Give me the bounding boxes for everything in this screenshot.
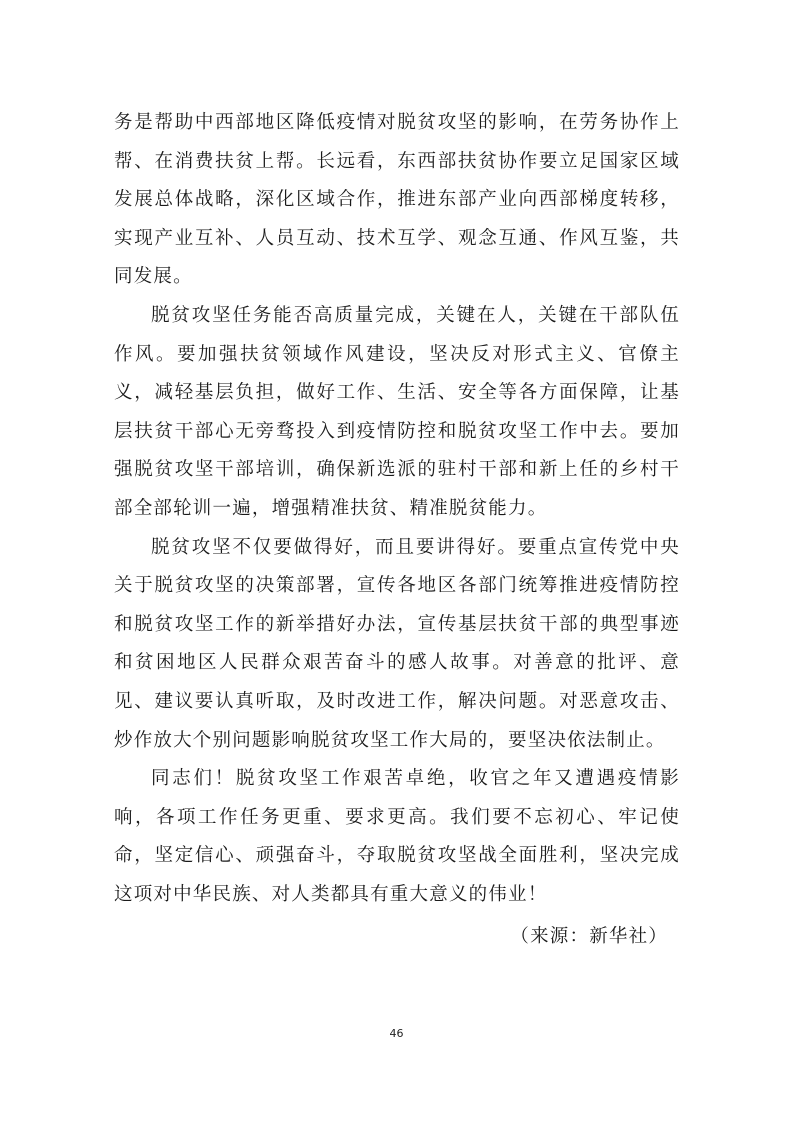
source-attribution: （来源：新华社）: [510, 926, 668, 948]
document-body: [114, 104, 680, 957]
page-number: 46: [389, 1027, 404, 1040]
paragraph-continued: 务是帮助中西部地区降低疫情对脱贫攻坚的影响，在劳务协作上帮、在消费扶贫上帮。长远看，东西部扶贫协作要立足国家区域发展总体战略，深化区域合作，推进东部产业向西部梯度转移，实现产业互补、人员互动、技术互学、观念互通、作风互鉴，共同发展。: [114, 112, 680, 288]
paragraph-closing-appeal: 同志们！脱贫攻坚工作艰苦卓绝，收官之年又遭遇疫情影响，各项工作任务更重、要求更高。我们要不忘初心、牢记使命，坚定信心、顽强奋斗，夺取脱贫攻坚战全面胜利，坚决完成这项对中华民族、对人类都具有重大意义的伟业！: [114, 768, 680, 905]
paragraph-publicity: 脱贫攻坚不仅要做得好，而且要讲得好。要重点宣传党中央关于脱贫攻坚的决策部署，宣传各地区各部门统筹推进疫情防控和脱贫攻坚工作的新举措好办法，宣传基层扶贫干部的典型事迹和贫困地区人民群众艰苦奋斗的感人故事。对善意的批评、意见、建议要认真听取，及时改进工作，解决问题。对恶意攻击、炒作放大个别问题影响脱贫攻坚工作大局的，要坚决依法制止。: [114, 536, 680, 751]
paragraph-cadre-work-style: 脱贫攻坚任务能否高质量完成，关键在人，关键在干部队伍作风。要加强扶贫领域作风建设，坚决反对形式主义、官僚主义，减轻基层负担，做好工作、生活、安全等各方面保障，让基层扶贫干部心无旁骛投入到疫情防控和脱贫攻坚工作中去。要加强脱贫攻坚干部培训，确保新选派的驻村干部和新上任的乡村干部全部轮训一遍，增强精准扶贫、精准脱贫能力。: [114, 304, 680, 519]
